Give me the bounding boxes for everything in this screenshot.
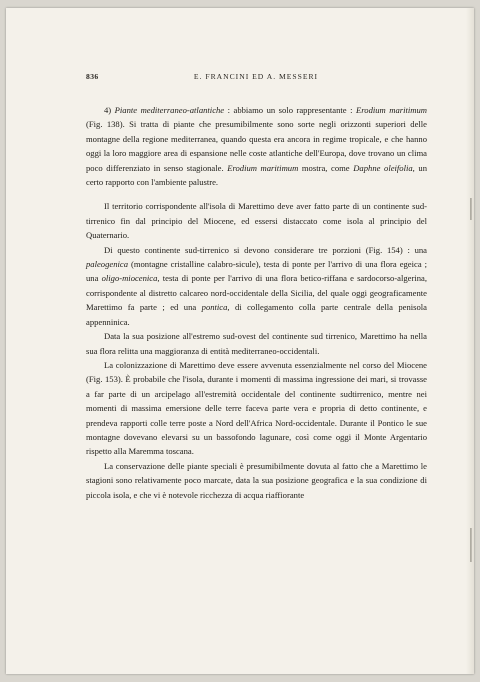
italic-term: Erodium maritimum <box>356 105 427 115</box>
text-run: La colonizzazione di Marettimo deve essere avvenuta essenzialmente nel corso del Miocene (Fig. 153). È probabile che l'isola, durante i momenti di massima ingressione dei mari, si trovasse a far parte di un arcipelago all'estremità occidentale del continente sudtirrenico, mentre nei momenti di massima emersione delle terre faceva parte vera e propria di detto continente, e prendeva rapporti colle terre poste a Nord dell'Africa Nord-occidentale. Durante il Pontico le sue montagne dovevano elevarsi su un bassofondo lagunare, così come oggi il Monte Argentario rispetto alla Maremma toscana. <box>86 359 427 457</box>
paragraph <box>86 243 427 329</box>
text-run: , un certo rapporto con l'ambiente palustre. <box>86 162 428 188</box>
paragraph <box>86 459 427 502</box>
paragraph <box>86 199 427 242</box>
text-run: , di collegamento colla parte centrale della penisola appenninica. <box>86 302 427 327</box>
text-run: (montagne cristalline calabro-sicule), testa di ponte per l'arrivo di una flora egeica ; una <box>86 259 427 284</box>
running-head: E. FRANCINI ED A. MESSERI <box>193 72 319 81</box>
page-edge-mark <box>470 528 472 562</box>
text-run: 4) <box>104 105 115 115</box>
page-edge-mark <box>470 198 472 220</box>
page-header <box>86 72 426 86</box>
text-run: Il territorio corrispondente all'isola di Marettimo deve aver fatto parte di un continente sud-tirrenico fin dal principio del Miocene, ed essersi distaccato come isola al principio del Quaternario. <box>86 201 427 241</box>
italic-term: pontica <box>201 302 228 313</box>
text-run: La conservazione delle piante speciali è presumibilmente dovuta al fatto che a Marettimo le stagioni sono relativamente poco marcate, data la sua posizione geografica e la sua condizione di piccola isola, e che vi è notevole ricchezza di acqua riaffiorante <box>86 460 427 500</box>
paragraph <box>86 358 427 459</box>
italic-term: oligo-miocenica <box>101 273 158 284</box>
paragraph <box>86 329 427 358</box>
italic-term: Erodium maritimum <box>227 162 299 173</box>
text-run: (Fig. 138). Si tratta di piante che presumibilmente sono sorte negli orizzonti superiori delle montagne della regione mediterranea, quando questa era ancora in regime tropicale, e che hanno oggi la loro maggiore area di espansione nelle coste atlantiche dell'Europa, dove trovano un clima poco differenziato in senso stagionale. <box>86 119 427 173</box>
page-number: 836 <box>86 72 99 81</box>
text-run: Di questo continente sud-tirrenico si devono considerare tre porzioni (Fig. 154) : una <box>104 244 427 255</box>
italic-term: Piante mediterraneo-atlantiche <box>114 105 225 115</box>
text-run: : abbiamo un solo rappresentante : <box>224 105 356 115</box>
text-run: , testa di ponte per l'arrivo di una flora betico-riffana e sardocorso-algerina, corrispondente al distretto calcareo nord-occidentale della Sicilia, del quale oggi geograficamente Marettimo fa parte ; ed una <box>86 273 427 313</box>
italic-term: paleogenica <box>86 259 128 270</box>
paragraph <box>86 103 427 189</box>
book-page <box>6 8 474 674</box>
text-run: mostra, come <box>298 162 354 173</box>
text-run: Data la sua posizione all'estremo sud-ovest del continente sud tirrenico, Marettimo ha nella sua flora relitta una maggioranza di entità mediterraneo-occidentali. <box>86 331 427 356</box>
italic-term: Daphne oleifolia <box>353 162 413 173</box>
body-text <box>86 103 427 502</box>
